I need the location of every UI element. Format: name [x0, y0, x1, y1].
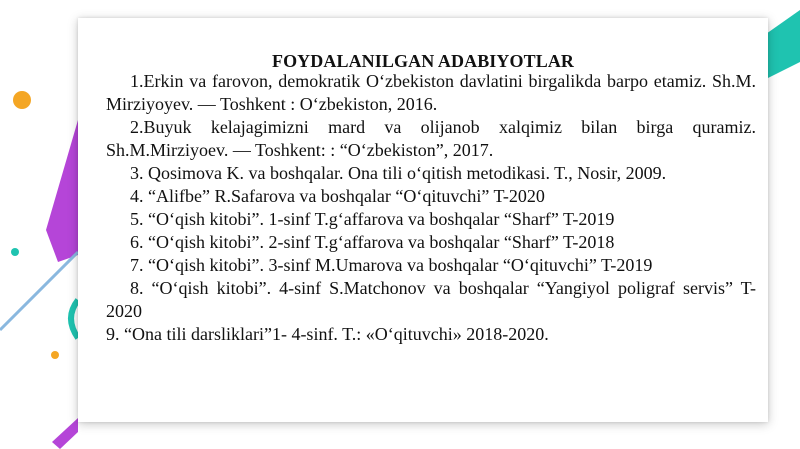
reference-text: Erkin va farovon, demokratik O‘zbekiston davlatini birgalikda barpo etamiz. Sh.M. Mirziyoyev. — Toshkent : O‘zbekiston, 2016. — [106, 71, 756, 114]
reference-number: 7. — [130, 255, 148, 275]
reference-list — [106, 70, 756, 346]
reference-text: “O‘qish kitobi”. 2-sinf T.g‘affarova va boshqalar “Sharf” T-2018 — [148, 232, 615, 252]
blue-line-shape — [0, 252, 78, 330]
reference-item-1 — [106, 70, 756, 116]
reference-text: Buyuk kelajagimizni mard va olijanob xalqimiz bilan birga quramiz. Sh.M.Mirziyoev. — Toshkent: : “O‘zbekiston”, 2017. — [106, 117, 756, 160]
slide-title: FOYDALANILGAN ADABIYOTLAR — [271, 51, 575, 71]
reference-number: 2. — [130, 117, 144, 137]
reference-text: Qosimova K. va boshqalar. Ona tili o‘qitish metodikasi. T., Nosir, 2009. — [148, 163, 667, 183]
reference-text: “O‘qish kitobi”. 4-sinf S.Matchonov va boshqalar “Yangiyol poligraf servis” T-2020 — [106, 278, 757, 321]
teal-dot — [11, 248, 19, 256]
reference-item-8 — [106, 277, 756, 323]
reference-text: “O‘qish kitobi”. 1-sinf T.g‘affarova va boshqalar “Sharf” T-2019 — [148, 209, 615, 229]
reference-item-7 — [106, 254, 756, 277]
reference-number: 4. — [130, 186, 148, 206]
reference-number: 5. — [130, 209, 148, 229]
reference-item-9 — [106, 323, 756, 346]
reference-text: “Ona tili darsliklari”1- 4-sinf. T.: «O‘qituvchi» 2018-2020. — [124, 324, 549, 344]
purple-ribbon-shape — [46, 120, 78, 262]
orange-dot-small — [51, 351, 59, 359]
reference-number: 3. — [130, 163, 148, 183]
reference-number: 8. — [130, 278, 152, 298]
reference-text: “Alifbe” R.Safarova va boshqalar “O‘qituvchi” T-2020 — [148, 186, 545, 206]
teal-arc-shape — [71, 300, 78, 338]
slide-card — [78, 18, 768, 422]
reference-item-6 — [106, 231, 756, 254]
reference-number: 1. — [130, 71, 144, 91]
reference-number: 9. — [106, 324, 124, 344]
orange-dot-large — [13, 91, 31, 109]
reference-text: “O‘qish kitobi”. 3-sinf M.Umarova va boshqalar “O‘qituvchi” T-2019 — [148, 255, 653, 275]
reference-item-2 — [106, 116, 756, 162]
reference-item-4 — [106, 185, 756, 208]
purple-stripe-shape — [52, 418, 78, 449]
reference-number: 6. — [130, 232, 148, 252]
reference-item-5 — [106, 208, 756, 231]
reference-item-3 — [106, 162, 756, 185]
